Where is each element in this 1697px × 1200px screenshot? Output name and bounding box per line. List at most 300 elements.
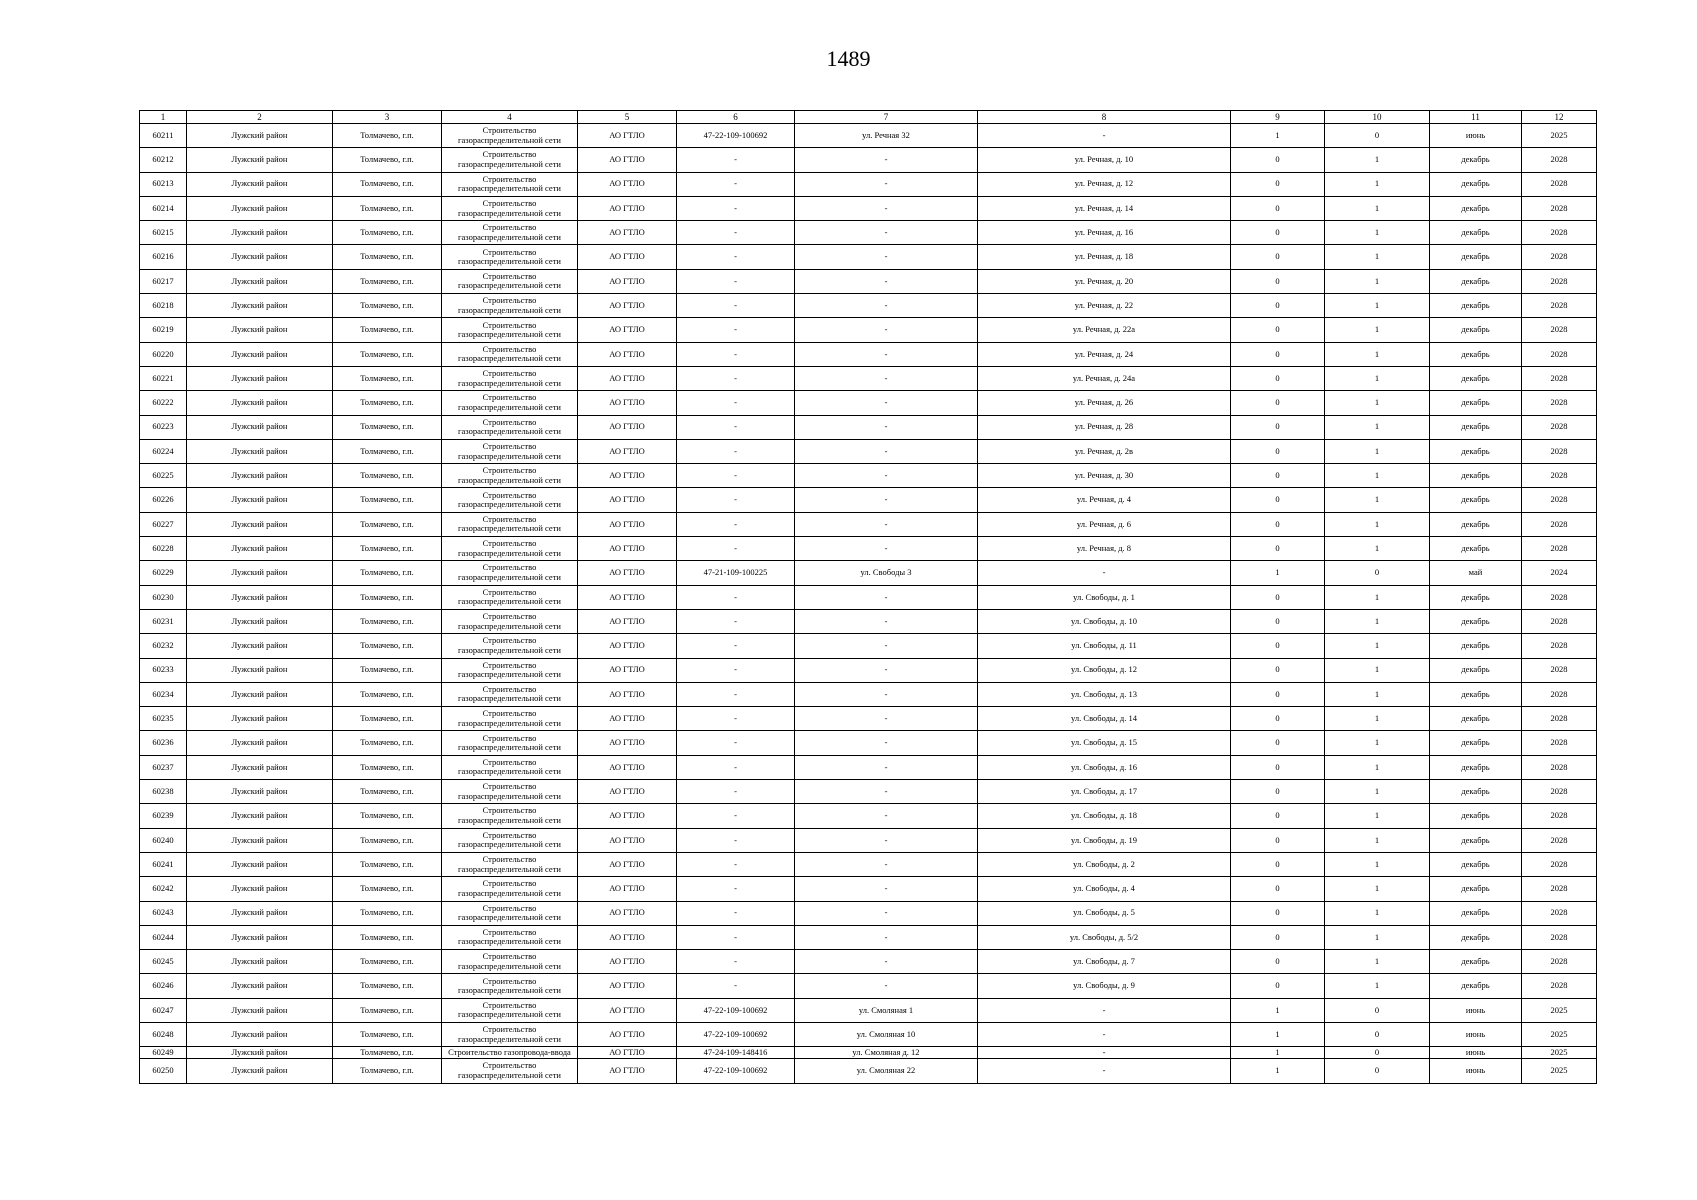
cell-organization: АО ГТЛО bbox=[578, 439, 677, 463]
cell-permit-number: - bbox=[677, 755, 795, 779]
cell-count-a: 0 bbox=[1231, 269, 1325, 293]
cell-object-address: - bbox=[795, 148, 978, 172]
cell-record-id: 60223 bbox=[140, 415, 187, 439]
cell-organization: АО ГТЛО bbox=[578, 804, 677, 828]
cell-count-b: 1 bbox=[1325, 318, 1430, 342]
cell-organization: АО ГТЛО bbox=[578, 124, 677, 148]
cell-count-a: 0 bbox=[1231, 682, 1325, 706]
cell-year: 2028 bbox=[1522, 221, 1597, 245]
table-row bbox=[140, 148, 1597, 172]
cell-count-a: 0 bbox=[1231, 464, 1325, 488]
cell-district: Лужский район bbox=[187, 585, 333, 609]
cell-organization: АО ГТЛО bbox=[578, 707, 677, 731]
cell-district: Лужский район bbox=[187, 707, 333, 731]
cell-record-id: 60234 bbox=[140, 682, 187, 706]
cell-work-type: Строительство газораспределительной сети bbox=[442, 658, 578, 682]
column-header-1: 1 bbox=[140, 111, 187, 124]
cell-connection-address: ул. Речная, д. 18 bbox=[978, 245, 1231, 269]
cell-record-id: 60230 bbox=[140, 585, 187, 609]
cell-district: Лужский район bbox=[187, 415, 333, 439]
cell-organization: АО ГТЛО bbox=[578, 221, 677, 245]
cell-month: июнь bbox=[1430, 124, 1522, 148]
cell-count-b: 1 bbox=[1325, 707, 1430, 731]
cell-connection-address: ул. Речная, д. 20 bbox=[978, 269, 1231, 293]
cell-settlement: Толмачево, г.п. bbox=[333, 148, 442, 172]
column-header-10: 10 bbox=[1325, 111, 1430, 124]
cell-count-a: 0 bbox=[1231, 512, 1325, 536]
cell-work-type: Строительство газораспределительной сети bbox=[442, 804, 578, 828]
cell-connection-address: ул. Свободы, д. 5 bbox=[978, 901, 1231, 925]
cell-district: Лужский район bbox=[187, 828, 333, 852]
cell-settlement: Толмачево, г.п. bbox=[333, 950, 442, 974]
cell-settlement: Толмачево, г.п. bbox=[333, 634, 442, 658]
cell-count-a: 0 bbox=[1231, 172, 1325, 196]
cell-organization: АО ГТЛО bbox=[578, 488, 677, 512]
cell-record-id: 60225 bbox=[140, 464, 187, 488]
cell-object-address: - bbox=[795, 901, 978, 925]
cell-count-b: 1 bbox=[1325, 537, 1430, 561]
cell-year: 2028 bbox=[1522, 658, 1597, 682]
cell-connection-address: ул. Речная, д. 24 bbox=[978, 342, 1231, 366]
cell-district: Лужский район bbox=[187, 318, 333, 342]
cell-count-a: 0 bbox=[1231, 318, 1325, 342]
cell-connection-address: ул. Речная, д. 10 bbox=[978, 148, 1231, 172]
cell-settlement: Толмачево, г.п. bbox=[333, 998, 442, 1022]
cell-work-type: Строительство газораспределительной сети bbox=[442, 561, 578, 585]
cell-settlement: Толмачево, г.п. bbox=[333, 1047, 442, 1059]
cell-year: 2028 bbox=[1522, 269, 1597, 293]
cell-count-b: 1 bbox=[1325, 585, 1430, 609]
cell-district: Лужский район bbox=[187, 512, 333, 536]
cell-count-b: 1 bbox=[1325, 439, 1430, 463]
cell-organization: АО ГТЛО bbox=[578, 1022, 677, 1046]
cell-year: 2024 bbox=[1522, 561, 1597, 585]
cell-count-a: 0 bbox=[1231, 196, 1325, 220]
cell-permit-number: - bbox=[677, 682, 795, 706]
cell-district: Лужский район bbox=[187, 682, 333, 706]
cell-year: 2028 bbox=[1522, 415, 1597, 439]
cell-connection-address: ул. Свободы, д. 9 bbox=[978, 974, 1231, 998]
cell-permit-number: - bbox=[677, 318, 795, 342]
cell-permit-number: - bbox=[677, 415, 795, 439]
cell-month: декабрь bbox=[1430, 439, 1522, 463]
table-row bbox=[140, 439, 1597, 463]
cell-work-type: Строительство газораспределительной сети bbox=[442, 294, 578, 318]
cell-month: декабрь bbox=[1430, 464, 1522, 488]
cell-record-id: 60226 bbox=[140, 488, 187, 512]
cell-organization: АО ГТЛО bbox=[578, 342, 677, 366]
cell-object-address: ул. Речная 32 bbox=[795, 124, 978, 148]
cell-record-id: 60217 bbox=[140, 269, 187, 293]
cell-work-type: Строительство газораспределительной сети bbox=[442, 707, 578, 731]
cell-settlement: Толмачево, г.п. bbox=[333, 755, 442, 779]
table-row bbox=[140, 561, 1597, 585]
table-row bbox=[140, 950, 1597, 974]
cell-work-type: Строительство газораспределительной сети bbox=[442, 780, 578, 804]
cell-district: Лужский район bbox=[187, 1022, 333, 1046]
cell-district: Лужский район bbox=[187, 245, 333, 269]
column-header-8: 8 bbox=[978, 111, 1231, 124]
table-row bbox=[140, 634, 1597, 658]
cell-count-b: 1 bbox=[1325, 366, 1430, 390]
cell-settlement: Толмачево, г.п. bbox=[333, 1022, 442, 1046]
cell-record-id: 60212 bbox=[140, 148, 187, 172]
cell-connection-address: ул. Свободы, д. 10 bbox=[978, 609, 1231, 633]
cell-district: Лужский район bbox=[187, 196, 333, 220]
cell-connection-address: - bbox=[978, 561, 1231, 585]
cell-object-address: ул. Смоляная д. 12 bbox=[795, 1047, 978, 1059]
cell-organization: АО ГТЛО bbox=[578, 682, 677, 706]
cell-organization: АО ГТЛО bbox=[578, 172, 677, 196]
cell-month: декабрь bbox=[1430, 828, 1522, 852]
cell-district: Лужский район bbox=[187, 294, 333, 318]
cell-count-a: 0 bbox=[1231, 488, 1325, 512]
cell-record-id: 60241 bbox=[140, 852, 187, 876]
cell-month: декабрь bbox=[1430, 780, 1522, 804]
cell-month: декабрь bbox=[1430, 682, 1522, 706]
cell-record-id: 60216 bbox=[140, 245, 187, 269]
cell-count-b: 1 bbox=[1325, 755, 1430, 779]
cell-count-a: 0 bbox=[1231, 366, 1325, 390]
cell-month: декабрь bbox=[1430, 366, 1522, 390]
cell-month: декабрь bbox=[1430, 148, 1522, 172]
cell-record-id: 60245 bbox=[140, 950, 187, 974]
cell-settlement: Толмачево, г.п. bbox=[333, 974, 442, 998]
cell-month: декабрь bbox=[1430, 950, 1522, 974]
cell-record-id: 60240 bbox=[140, 828, 187, 852]
cell-year: 2025 bbox=[1522, 1047, 1597, 1059]
table-row bbox=[140, 245, 1597, 269]
cell-organization: АО ГТЛО bbox=[578, 245, 677, 269]
cell-year: 2028 bbox=[1522, 294, 1597, 318]
cell-settlement: Толмачево, г.п. bbox=[333, 682, 442, 706]
cell-record-id: 60220 bbox=[140, 342, 187, 366]
cell-year: 2028 bbox=[1522, 925, 1597, 949]
cell-record-id: 60239 bbox=[140, 804, 187, 828]
cell-record-id: 60231 bbox=[140, 609, 187, 633]
cell-connection-address: - bbox=[978, 998, 1231, 1022]
cell-district: Лужский район bbox=[187, 537, 333, 561]
cell-object-address: - bbox=[795, 658, 978, 682]
cell-district: Лужский район bbox=[187, 609, 333, 633]
cell-work-type: Строительство газораспределительной сети bbox=[442, 464, 578, 488]
cell-month: декабрь bbox=[1430, 707, 1522, 731]
cell-year: 2028 bbox=[1522, 755, 1597, 779]
cell-count-a: 0 bbox=[1231, 707, 1325, 731]
cell-object-address: - bbox=[795, 172, 978, 196]
cell-count-b: 1 bbox=[1325, 172, 1430, 196]
table-row bbox=[140, 974, 1597, 998]
cell-count-a: 0 bbox=[1231, 852, 1325, 876]
cell-permit-number: - bbox=[677, 780, 795, 804]
cell-count-b: 1 bbox=[1325, 342, 1430, 366]
cell-year: 2028 bbox=[1522, 148, 1597, 172]
cell-district: Лужский район bbox=[187, 804, 333, 828]
cell-organization: АО ГТЛО bbox=[578, 901, 677, 925]
cell-permit-number: - bbox=[677, 804, 795, 828]
cell-work-type: Строительство газораспределительной сети bbox=[442, 148, 578, 172]
cell-record-id: 60224 bbox=[140, 439, 187, 463]
cell-count-b: 1 bbox=[1325, 925, 1430, 949]
column-header-5: 5 bbox=[578, 111, 677, 124]
cell-count-a: 1 bbox=[1231, 998, 1325, 1022]
cell-count-b: 1 bbox=[1325, 488, 1430, 512]
cell-year: 2028 bbox=[1522, 609, 1597, 633]
cell-count-a: 1 bbox=[1231, 1047, 1325, 1059]
cell-record-id: 60218 bbox=[140, 294, 187, 318]
column-header-6: 6 bbox=[677, 111, 795, 124]
cell-connection-address: ул. Речная, д. 24а bbox=[978, 366, 1231, 390]
cell-record-id: 60219 bbox=[140, 318, 187, 342]
cell-month: декабрь bbox=[1430, 245, 1522, 269]
cell-district: Лужский район bbox=[187, 974, 333, 998]
cell-count-b: 1 bbox=[1325, 634, 1430, 658]
cell-record-id: 60242 bbox=[140, 877, 187, 901]
cell-count-b: 1 bbox=[1325, 804, 1430, 828]
cell-count-b: 1 bbox=[1325, 512, 1430, 536]
cell-district: Лужский район bbox=[187, 124, 333, 148]
cell-connection-address: ул. Речная, д. 2в bbox=[978, 439, 1231, 463]
cell-record-id: 60227 bbox=[140, 512, 187, 536]
cell-count-a: 0 bbox=[1231, 294, 1325, 318]
cell-month: декабрь bbox=[1430, 877, 1522, 901]
cell-permit-number: - bbox=[677, 731, 795, 755]
cell-count-a: 1 bbox=[1231, 1022, 1325, 1046]
cell-district: Лужский район bbox=[187, 755, 333, 779]
cell-month: декабрь bbox=[1430, 221, 1522, 245]
cell-district: Лужский район bbox=[187, 561, 333, 585]
cell-count-b: 1 bbox=[1325, 828, 1430, 852]
cell-organization: АО ГТЛО bbox=[578, 731, 677, 755]
cell-record-id: 60236 bbox=[140, 731, 187, 755]
cell-month: декабрь bbox=[1430, 318, 1522, 342]
cell-connection-address: ул. Свободы, д. 19 bbox=[978, 828, 1231, 852]
cell-year: 2028 bbox=[1522, 537, 1597, 561]
cell-settlement: Толмачево, г.п. bbox=[333, 561, 442, 585]
cell-organization: АО ГТЛО bbox=[578, 609, 677, 633]
cell-year: 2028 bbox=[1522, 512, 1597, 536]
table-body bbox=[140, 124, 1597, 1084]
cell-object-address: ул. Смоляная 1 bbox=[795, 998, 978, 1022]
cell-work-type: Строительство газораспределительной сети bbox=[442, 925, 578, 949]
cell-connection-address: - bbox=[978, 1059, 1231, 1083]
cell-count-b: 1 bbox=[1325, 269, 1430, 293]
cell-organization: АО ГТЛО bbox=[578, 269, 677, 293]
cell-record-id: 60244 bbox=[140, 925, 187, 949]
cell-permit-number: - bbox=[677, 828, 795, 852]
cell-object-address: - bbox=[795, 682, 978, 706]
cell-object-address: - bbox=[795, 464, 978, 488]
cell-count-a: 0 bbox=[1231, 537, 1325, 561]
cell-permit-number: - bbox=[677, 294, 795, 318]
cell-object-address: - bbox=[795, 877, 978, 901]
cell-year: 2028 bbox=[1522, 439, 1597, 463]
cell-organization: АО ГТЛО bbox=[578, 561, 677, 585]
cell-object-address: - bbox=[795, 318, 978, 342]
cell-permit-number: - bbox=[677, 488, 795, 512]
cell-connection-address: ул. Речная, д. 22а bbox=[978, 318, 1231, 342]
table-row bbox=[140, 1047, 1597, 1059]
column-header-2: 2 bbox=[187, 111, 333, 124]
cell-object-address: - bbox=[795, 585, 978, 609]
cell-connection-address: ул. Свободы, д. 14 bbox=[978, 707, 1231, 731]
cell-count-a: 0 bbox=[1231, 609, 1325, 633]
table-row bbox=[140, 124, 1597, 148]
cell-permit-number: - bbox=[677, 537, 795, 561]
cell-year: 2028 bbox=[1522, 731, 1597, 755]
cell-object-address: - bbox=[795, 269, 978, 293]
cell-record-id: 60211 bbox=[140, 124, 187, 148]
cell-district: Лужский район bbox=[187, 391, 333, 415]
cell-settlement: Толмачево, г.п. bbox=[333, 707, 442, 731]
cell-month: декабрь bbox=[1430, 585, 1522, 609]
cell-year: 2028 bbox=[1522, 172, 1597, 196]
cell-settlement: Толмачево, г.п. bbox=[333, 294, 442, 318]
column-header-4: 4 bbox=[442, 111, 578, 124]
cell-year: 2028 bbox=[1522, 366, 1597, 390]
cell-connection-address: ул. Свободы, д. 5/2 bbox=[978, 925, 1231, 949]
cell-count-b: 1 bbox=[1325, 731, 1430, 755]
cell-permit-number: - bbox=[677, 707, 795, 731]
cell-month: декабрь bbox=[1430, 196, 1522, 220]
cell-year: 2028 bbox=[1522, 780, 1597, 804]
cell-object-address: - bbox=[795, 707, 978, 731]
cell-settlement: Толмачево, г.п. bbox=[333, 172, 442, 196]
cell-count-a: 0 bbox=[1231, 828, 1325, 852]
cell-count-a: 0 bbox=[1231, 391, 1325, 415]
cell-count-b: 1 bbox=[1325, 464, 1430, 488]
cell-permit-number: - bbox=[677, 342, 795, 366]
cell-settlement: Толмачево, г.п. bbox=[333, 366, 442, 390]
cell-year: 2028 bbox=[1522, 585, 1597, 609]
cell-count-a: 0 bbox=[1231, 950, 1325, 974]
cell-year: 2028 bbox=[1522, 707, 1597, 731]
cell-work-type: Строительство газораспределительной сети bbox=[442, 221, 578, 245]
cell-count-a: 1 bbox=[1231, 124, 1325, 148]
cell-work-type: Строительство газораспределительной сети bbox=[442, 852, 578, 876]
cell-permit-number: - bbox=[677, 245, 795, 269]
cell-object-address: - bbox=[795, 245, 978, 269]
cell-object-address: - bbox=[795, 852, 978, 876]
cell-count-b: 1 bbox=[1325, 609, 1430, 633]
cell-work-type: Строительство газораспределительной сети bbox=[442, 172, 578, 196]
cell-record-id: 60222 bbox=[140, 391, 187, 415]
cell-organization: АО ГТЛО bbox=[578, 755, 677, 779]
cell-record-id: 60228 bbox=[140, 537, 187, 561]
column-header-9: 9 bbox=[1231, 111, 1325, 124]
cell-settlement: Толмачево, г.п. bbox=[333, 609, 442, 633]
cell-district: Лужский район bbox=[187, 634, 333, 658]
table-row bbox=[140, 294, 1597, 318]
cell-object-address: - bbox=[795, 950, 978, 974]
table-row bbox=[140, 391, 1597, 415]
table-row bbox=[140, 755, 1597, 779]
table-row bbox=[140, 342, 1597, 366]
cell-connection-address: ул. Свободы, д. 13 bbox=[978, 682, 1231, 706]
cell-year: 2028 bbox=[1522, 682, 1597, 706]
cell-month: июнь bbox=[1430, 998, 1522, 1022]
cell-settlement: Толмачево, г.п. bbox=[333, 318, 442, 342]
cell-settlement: Толмачево, г.п. bbox=[333, 415, 442, 439]
cell-permit-number: - bbox=[677, 950, 795, 974]
cell-count-b: 1 bbox=[1325, 852, 1430, 876]
cell-work-type: Строительство газораспределительной сети bbox=[442, 512, 578, 536]
cell-object-address: - bbox=[795, 804, 978, 828]
cell-permit-number: - bbox=[677, 658, 795, 682]
cell-record-id: 60221 bbox=[140, 366, 187, 390]
cell-permit-number: 47-22-109-100692 bbox=[677, 124, 795, 148]
table-row bbox=[140, 828, 1597, 852]
cell-record-id: 60250 bbox=[140, 1059, 187, 1083]
cell-month: июнь bbox=[1430, 1059, 1522, 1083]
cell-settlement: Толмачево, г.п. bbox=[333, 925, 442, 949]
column-number-header bbox=[140, 111, 1597, 124]
table-row bbox=[140, 925, 1597, 949]
cell-month: декабрь bbox=[1430, 488, 1522, 512]
cell-work-type: Строительство газораспределительной сети bbox=[442, 537, 578, 561]
cell-work-type: Строительство газораспределительной сети bbox=[442, 974, 578, 998]
cell-year: 2028 bbox=[1522, 634, 1597, 658]
cell-year: 2028 bbox=[1522, 950, 1597, 974]
cell-month: июнь bbox=[1430, 1047, 1522, 1059]
cell-object-address: - bbox=[795, 780, 978, 804]
cell-count-a: 0 bbox=[1231, 342, 1325, 366]
cell-month: декабрь bbox=[1430, 658, 1522, 682]
cell-month: декабрь bbox=[1430, 537, 1522, 561]
cell-settlement: Толмачево, г.п. bbox=[333, 439, 442, 463]
cell-month: декабрь bbox=[1430, 391, 1522, 415]
cell-organization: АО ГТЛО bbox=[578, 998, 677, 1022]
cell-district: Лужский район bbox=[187, 901, 333, 925]
cell-count-a: 0 bbox=[1231, 148, 1325, 172]
cell-permit-number: 47-21-109-100225 bbox=[677, 561, 795, 585]
cell-connection-address: ул. Речная, д. 22 bbox=[978, 294, 1231, 318]
cell-year: 2028 bbox=[1522, 974, 1597, 998]
page-number: 1489 bbox=[826, 46, 871, 71]
table-row bbox=[140, 852, 1597, 876]
cell-connection-address: ул. Речная, д. 30 bbox=[978, 464, 1231, 488]
cell-organization: АО ГТЛО bbox=[578, 391, 677, 415]
cell-settlement: Толмачево, г.п. bbox=[333, 852, 442, 876]
column-header-12: 12 bbox=[1522, 111, 1597, 124]
cell-month: декабрь bbox=[1430, 731, 1522, 755]
cell-count-b: 0 bbox=[1325, 124, 1430, 148]
cell-settlement: Толмачево, г.п. bbox=[333, 877, 442, 901]
cell-district: Лужский район bbox=[187, 269, 333, 293]
table-row bbox=[140, 512, 1597, 536]
cell-district: Лужский район bbox=[187, 731, 333, 755]
cell-year: 2028 bbox=[1522, 318, 1597, 342]
cell-settlement: Толмачево, г.п. bbox=[333, 245, 442, 269]
table-row bbox=[140, 804, 1597, 828]
table-row bbox=[140, 221, 1597, 245]
cell-organization: АО ГТЛО bbox=[578, 366, 677, 390]
table-row bbox=[140, 318, 1597, 342]
cell-district: Лужский район bbox=[187, 439, 333, 463]
cell-permit-number: - bbox=[677, 148, 795, 172]
cell-object-address: - bbox=[795, 221, 978, 245]
cell-record-id: 60235 bbox=[140, 707, 187, 731]
cell-count-a: 0 bbox=[1231, 415, 1325, 439]
cell-count-b: 1 bbox=[1325, 950, 1430, 974]
cell-work-type: Строительство газораспределительной сети bbox=[442, 1022, 578, 1046]
cell-count-a: 0 bbox=[1231, 780, 1325, 804]
cell-permit-number: - bbox=[677, 901, 795, 925]
table-row bbox=[140, 707, 1597, 731]
table-row bbox=[140, 877, 1597, 901]
cell-count-b: 1 bbox=[1325, 901, 1430, 925]
cell-year: 2028 bbox=[1522, 828, 1597, 852]
